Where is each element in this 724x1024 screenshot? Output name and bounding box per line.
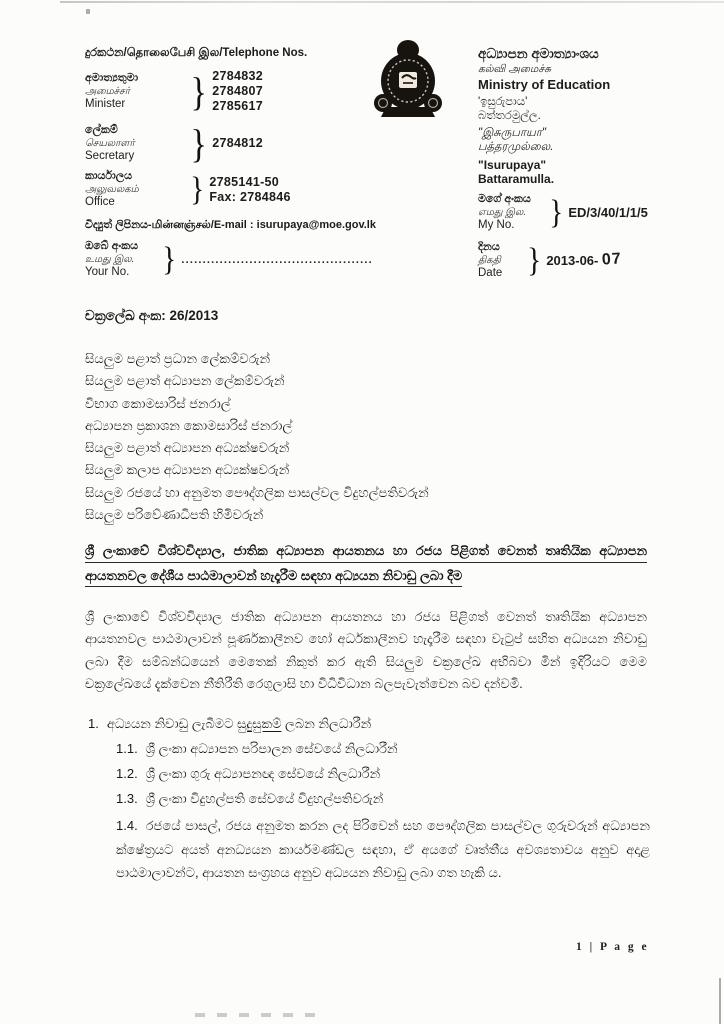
email-line: විද්‍යුත් ලිපිනය-மின்னஞ்சல்/E-mail : isurupaya@moe.gov.lk <box>85 219 376 231</box>
secretary-phone-block <box>85 120 263 167</box>
brace-glyph: } <box>190 69 207 114</box>
my-no-label-sinhala: මගේ අංකය <box>478 193 531 205</box>
list-item-1-2-number: 1.2. <box>116 766 138 781</box>
minister-phone-block <box>85 68 263 115</box>
my-no-label-tamil: எமது இல. <box>478 207 527 218</box>
list-item-1-4-number: 1.4. <box>116 818 138 833</box>
my-no-value: ED/3/40/1/1/5 <box>568 205 648 220</box>
body-paragraph: ශ්‍රී ලංකාවේ විශ්වවිද්‍යාල ජාතික අධ්‍යාපන ආයතනය හා රජය පිළිගත් වෙනත් තෘතියික අධ්‍යාපන ආයතනවල පාඨමාලාවන් පූර්ණකාලීනව හෝ අර්ධකාලීනව හැදෑරීම සඳහා වැටුප් සහිත අධ්‍යයන නිවාඩු ලබා දීම සම්බන්ධයෙන් මෙතෙක් නිකුත් කර ඇති සියලුම චක්‍රලේඛ අභිබවා මින් ඉදිරියට මෙම චක්‍රලේඛයේ දැක්වෙන නීතිරීති රෙගුලාසි හා විධිවිධාන බලපැවැත්වෙන බව දන්වමි. <box>85 609 647 692</box>
office-label-sinhala: කාර්යාලය <box>85 170 133 182</box>
minister-label-tamil: அமைச்சர் <box>85 86 130 97</box>
minister-label-sinhala: අමාත්‍යතුමා <box>85 72 139 84</box>
list-item-1-4-text: රජයේ පාසල්, රජය අනුමත කරන ලද පිරිවෙන් සහ පෞද්ගලික පාසල්වල ගුරුවරුන් අධ්‍යාපන ක්ෂේත්‍රයට අයත් අනධ්‍යයන කාර්යමණ්ඩල සඳහා, ඒ අයගේ වෘත්තීය අවශ්‍යතාවය අනුව අදාළ පාඨමාලාවන්ට, ආයතන සංග්‍රහය අනුව අධ්‍යයන නිවාඩු ලබා ගත හැකි ය. <box>116 818 650 880</box>
minister-phone-1: 2784832 <box>212 69 263 83</box>
list-item-1-3 <box>116 791 383 807</box>
date-value-printed: 2013-06- <box>546 253 599 268</box>
brace-glyph: } <box>190 170 205 208</box>
addressee-line: අධ්‍යාපන ප්‍රකාශන කොමසාරිස් ජනරාල් <box>85 417 293 433</box>
office-label-tamil: அலுவலகம் <box>85 184 139 195</box>
address-english-line1: "Isurupaya" <box>478 158 547 172</box>
circular-number: චක්‍රලේඛ අංක: 26/2013 <box>85 308 219 323</box>
brace-glyph: } <box>527 241 542 279</box>
date-label-sinhala: දිනය <box>478 241 500 253</box>
brace-glyph: } <box>549 193 564 231</box>
addressee-line: සියලුම කලාප අධ්‍යාපන අධ්‍යක්ෂවරුන් <box>85 462 290 478</box>
addressee-line: සියලුම පළාත් ප්‍රධාන ලේකම්වරුන් <box>85 351 271 366</box>
minister-phone-2: 2784807 <box>212 84 263 98</box>
list-item-1-3-text: ශ්‍රී ලංකා විදුහල්පති සේවයේ විදුහල්පතිවරුන් <box>145 791 384 806</box>
telephone-heading: දුරකථන/தொலைபேசி இல/Telephone Nos. <box>85 47 308 59</box>
list-item-1-2-text: ශ්‍රී ලංකා ගුරු අධ්‍යාපනඥ සේවයේ නිලධාරීන් <box>145 766 381 781</box>
your-no-label-english: Your No. <box>85 266 130 278</box>
address-tamil-line1: "இசுருபாயா" <box>478 127 546 139</box>
ministry-name-english: Ministry of Education <box>478 77 611 92</box>
your-no-label-sinhala: ඔබේ අංකය <box>85 240 138 252</box>
secretary-phone: 2784812 <box>212 136 263 150</box>
your-no-label-tamil: உமது இல. <box>85 254 135 265</box>
secretary-label-sinhala: ලේකම් <box>85 124 118 136</box>
list-item-1-1 <box>116 741 398 757</box>
address-sinhala-line2: බත්තරමුල්ල. <box>478 110 541 122</box>
address-tamil-block <box>478 126 553 154</box>
addressee-line: සියලුම පරිවේණාධිපති හිමිවරුන් <box>85 507 264 523</box>
my-no-block <box>478 193 648 232</box>
addressee-list <box>85 348 429 526</box>
address-english-block <box>478 158 554 186</box>
date-label-tamil: திகதி <box>478 255 501 266</box>
subject-line1: ශ්‍රී ලංකාවේ විශ්වවිද්‍යාල, ජාතික අධ්‍යාපන ආයතනය හා රජය පිළිගත් වෙනත් තෘතියික අධ්‍යාපන <box>85 543 647 563</box>
secretary-label-english: Secretary <box>85 150 135 162</box>
ministry-title-block <box>478 46 610 92</box>
office-phone: 2785141-50 <box>209 174 280 189</box>
scan-artifact-top-line <box>60 1 724 3</box>
office-label-english: Office <box>85 196 115 208</box>
address-english-line2: Battaramulla. <box>478 172 555 186</box>
address-sinhala-line1: 'ඉසුරුපාය' <box>478 96 528 108</box>
list-item-1-text-pre: අධ්‍යයන නිවාඩු ලැබීමට <box>106 716 238 731</box>
my-no-label-english: My No. <box>478 219 515 231</box>
ministry-name-tamil: கல்வி அமைச்சு <box>478 63 552 75</box>
brace-glyph: } <box>162 240 177 278</box>
national-emblem <box>370 37 446 128</box>
minister-label-english: Minister <box>85 98 126 110</box>
list-item-1-4 <box>116 814 650 885</box>
secretary-label-tamil: செயலாளர் <box>85 138 135 149</box>
subject-heading <box>85 543 647 584</box>
subject-line2: ආයතනවල දේශීය පාඨමාලාවන් හැදෑරීම සඳහා අධ්‍යයන නිවාඩු ලබා දීම <box>85 568 462 587</box>
addressee-line: විභාග කොමසාරිස් ජනරාල් <box>85 395 231 411</box>
date-block <box>478 241 622 280</box>
address-sinhala-block <box>478 95 541 123</box>
scan-artifact-bottom-marks <box>195 1013 315 1017</box>
your-no-block <box>85 240 373 279</box>
date-label-english: Date <box>478 267 503 279</box>
brace-glyph: } <box>190 121 207 166</box>
date-value-handwritten: 07 <box>601 249 623 269</box>
sri-lanka-emblem-icon <box>370 37 446 123</box>
list-item-1 <box>88 716 371 732</box>
office-fax: Fax: 2784846 <box>209 189 291 204</box>
addressee-line: සියලුම පළාත් අධ්‍යාපන ලේකම්වරුන් <box>85 373 285 389</box>
your-no-dotted-line: ............................................. <box>181 253 373 266</box>
addressee-line: සියලුම පළාත් අධ්‍යාපන අධ්‍යක්ෂවරුන් <box>85 440 290 456</box>
scan-artifact-speck <box>86 9 90 14</box>
address-tamil-line2: பத்தரமுல்லை. <box>478 141 554 153</box>
list-item-1-3-number: 1.3. <box>116 791 138 806</box>
ministry-name-sinhala: අධ්‍යාපන අමාත්‍යාංශය <box>478 46 599 61</box>
list-item-1-text-underlined: සුදුසුකම් <box>237 716 282 731</box>
list-item-1-text-post: ලබන නිලධාරීන් <box>281 716 372 731</box>
list-item-1-1-number: 1.1. <box>116 741 138 756</box>
page-number: 1 | P a g e <box>576 941 650 953</box>
list-item-1-1-text: ශ්‍රී ලංකා අධ්‍යාපන පරිපාලන සේවයේ නිලධාරීන් <box>145 741 398 756</box>
minister-phone-3: 2785617 <box>212 99 263 113</box>
scan-artifact-right-edge <box>719 978 721 1024</box>
office-phone-block <box>85 170 291 209</box>
addressee-line: සියලුම රජයේ හා අනුමත පෞද්ගලික පාසල්වල විදුහල්පතිවරුන් <box>85 484 429 500</box>
list-item-1-number: 1. <box>88 716 99 731</box>
list-item-1-2 <box>116 766 380 782</box>
